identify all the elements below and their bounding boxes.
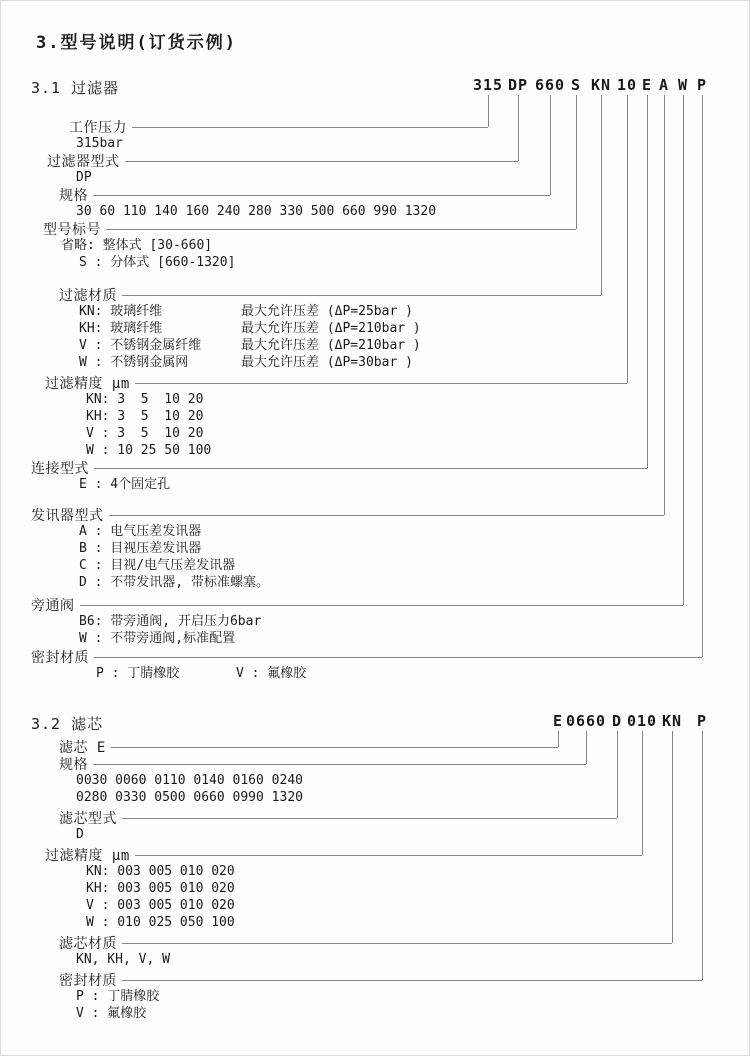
leader-line [106, 229, 576, 230]
code-seg-precision: 10 [616, 76, 638, 94]
leader-line [122, 295, 601, 296]
code-seg-filter-type: DP [507, 76, 529, 94]
leader-line [132, 127, 488, 128]
detail-element-material: KN, KH, V, W [76, 952, 170, 967]
leader-line [135, 855, 642, 856]
code2-seg-size: 0660 [565, 712, 607, 730]
detail-media-w [79, 355, 413, 370]
detail-model-mark-split: S : 分体式 [660-1320] [79, 255, 236, 270]
row-indicator [31, 507, 664, 523]
code-seg-model-mark: S [570, 76, 582, 94]
detail-model-mark-omit: 省略: 整体式 [30-660] [61, 238, 213, 253]
code2-seg-type: D [611, 712, 623, 730]
leader-line [122, 980, 702, 981]
detail-working-pressure: 315bar [76, 136, 123, 151]
detail-seal [96, 666, 306, 681]
page-title: 3.型号说明(订货示例) [36, 33, 237, 53]
detail-bypass-w: W : 不带旁通阀,标准配置 [79, 631, 236, 646]
leader-line [109, 515, 665, 516]
detail-indicator-b: B : 目视压差发讯器 [79, 541, 202, 556]
code2-seg-element: E [552, 712, 564, 730]
detail-indicator-d: D : 不带发讯器, 带标准螺塞。 [79, 575, 269, 590]
label-size: 规格 [59, 188, 88, 204]
code-seg-media: KN [590, 76, 612, 94]
detail-precision-w: W : 10 25 50 100 [86, 443, 212, 458]
detail-indicator-a: A : 电气压差发讯器 [79, 524, 202, 539]
detail-element-precision-kn: KN: 003 005 010 020 [86, 864, 235, 879]
leader-line [125, 161, 519, 162]
media-maxdp: 最大允许压差 (ΔP=210bar ) [241, 321, 421, 336]
row-filter-type [47, 153, 518, 169]
label-media: 过滤材质 [59, 288, 117, 304]
leader-line [122, 943, 672, 944]
label-working-pressure: 工作压力 [69, 120, 127, 136]
code-seg-indicator: A [658, 76, 670, 94]
detail-size: 30 60 110 140 160 240 280 330 500 660 990 1320 [76, 204, 437, 219]
code-seg-seal: P [696, 76, 708, 94]
label-element: 滤芯 E [59, 740, 106, 756]
media-name: V : 不锈钢金属纤维 [79, 338, 202, 353]
row-element-precision [45, 847, 642, 863]
code-seg-pressure: 315 [472, 76, 504, 94]
leader-line [80, 605, 684, 606]
detail-element-precision-kh: KH: 003 005 010 020 [86, 881, 235, 896]
media-maxdp: 最大允许压差 (ΔP=25bar ) [241, 304, 413, 319]
leader-line [93, 195, 550, 196]
code2-seg-seal: P [696, 712, 708, 730]
label-model-mark: 型号标号 [43, 222, 101, 238]
detail-filter-type: DP [76, 170, 92, 185]
detail-element-precision-v: V : 003 005 010 020 [86, 898, 235, 913]
detail-indicator-c: C : 目视/电气压差发讯器 [79, 558, 236, 573]
row-element-type [59, 810, 617, 826]
label-bypass: 旁通阀 [31, 598, 75, 614]
detail-precision-v: V : 3 5 10 20 [86, 426, 204, 441]
label-connection: 连接型式 [31, 461, 89, 477]
row-element [59, 739, 558, 755]
code-seg-size: 660 [534, 76, 566, 94]
row-model-mark [43, 221, 576, 237]
detail-media-kn [79, 304, 413, 319]
row-element-size [59, 756, 586, 772]
label-seal: 密封材质 [31, 650, 89, 666]
label-element-material: 滤芯材质 [59, 936, 117, 952]
detail-element-size-1: 0030 0060 0110 0140 0160 0240 [76, 773, 303, 788]
label-element-seal: 密封材质 [59, 973, 117, 989]
detail-precision-kn: KN: 3 5 10 20 [86, 392, 204, 407]
seal-fkm: V : 氟橡胶 [236, 666, 307, 681]
detail-element-type: D [76, 827, 84, 842]
leader-line [111, 747, 558, 748]
label-filter-type: 过滤器型式 [47, 154, 120, 170]
seal-nbr: P : 丁腈橡胶 [96, 666, 180, 681]
leader-line [122, 818, 617, 819]
row-precision [45, 375, 627, 391]
section1-heading: 3.1 过滤器 [31, 79, 120, 97]
row-seal [31, 649, 702, 665]
media-name: KN: 玻璃纤维 [79, 304, 163, 319]
leader-line [94, 657, 702, 658]
code2-seg-precision: 010 [626, 712, 658, 730]
code2-seg-material: KN [661, 712, 683, 730]
leader-line [135, 383, 627, 384]
row-element-material [59, 935, 672, 951]
row-element-seal [59, 972, 702, 988]
detail-bypass-b6: B6: 带旁通阀, 开启压力6bar [79, 614, 262, 629]
detail-media-kh [79, 321, 421, 336]
detail-element-precision-w: W : 010 025 050 100 [86, 915, 235, 930]
row-size [59, 187, 550, 203]
detail-precision-kh: KH: 3 5 10 20 [86, 409, 204, 424]
leader-line [94, 468, 647, 469]
detail-element-size-2: 0280 0330 0500 0660 0990 1320 [76, 790, 303, 805]
media-name: W : 不锈钢金属网 [79, 355, 189, 370]
code-seg-bypass: W [677, 76, 689, 94]
row-bypass [31, 597, 683, 613]
code-seg-connection: E [641, 76, 653, 94]
label-precision: 过滤精度 μm [45, 376, 130, 392]
detail-element-seal-p: P : 丁腈橡胶 [76, 989, 160, 1004]
row-media [59, 287, 601, 303]
detail-connection: E : 4个固定孔 [79, 477, 171, 492]
detail-media-v [79, 338, 421, 353]
label-indicator: 发讯器型式 [31, 508, 104, 524]
media-maxdp: 最大允许压差 (ΔP=210bar ) [241, 338, 421, 353]
leader-line [93, 764, 586, 765]
label-element-precision: 过滤精度 μm [45, 848, 130, 864]
media-name: KH: 玻璃纤维 [79, 321, 163, 336]
label-element-size: 规格 [59, 757, 88, 773]
section2-heading: 3.2 滤芯 [31, 715, 104, 733]
row-connection [31, 460, 647, 476]
media-maxdp: 最大允许压差 (ΔP=30bar ) [241, 355, 413, 370]
detail-element-seal-v: V : 氟橡胶 [76, 1006, 147, 1021]
label-element-type: 滤芯型式 [59, 811, 117, 827]
row-working-pressure [69, 119, 488, 135]
